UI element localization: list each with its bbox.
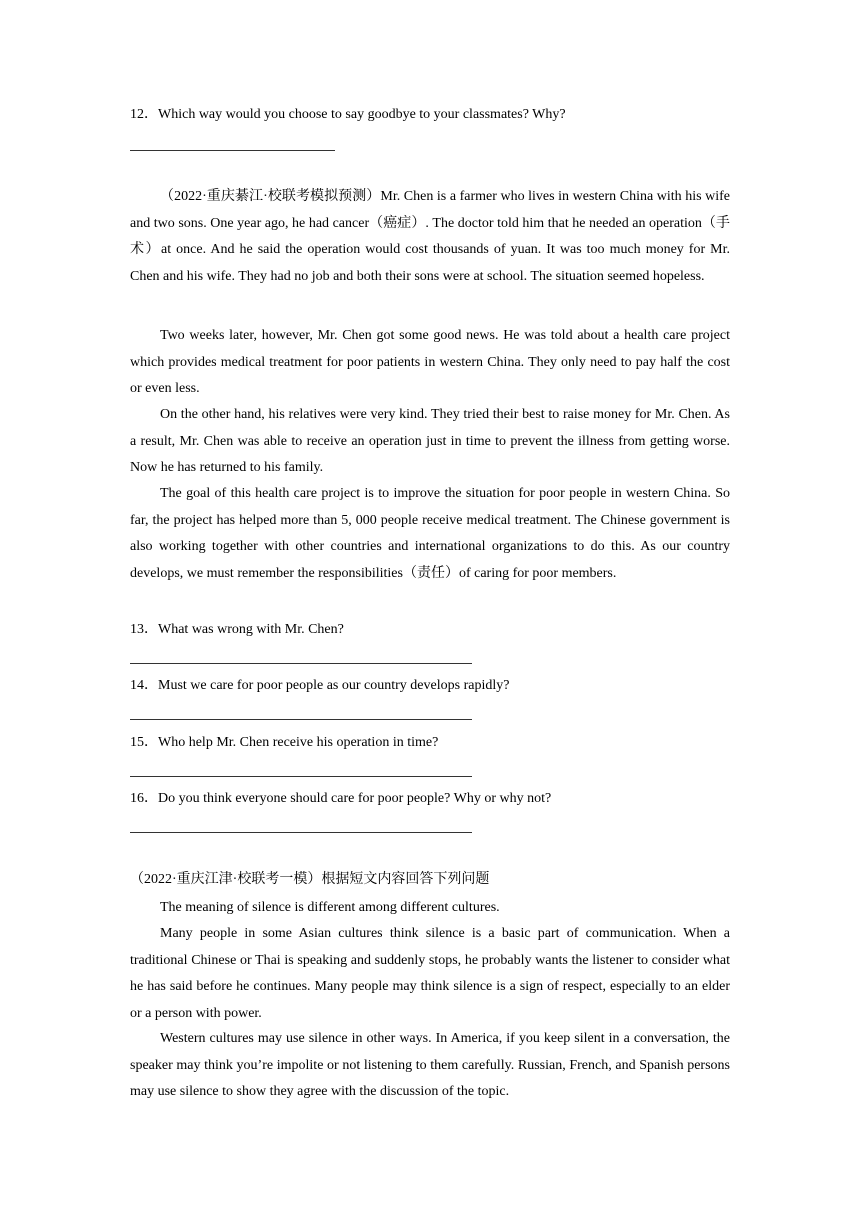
question-16 [130, 789, 551, 809]
question-number: 14． [130, 678, 158, 693]
answer-line-15[interactable] [130, 776, 472, 777]
question-number: 13． [130, 622, 158, 637]
answer-line-16[interactable] [130, 832, 472, 833]
passage1-paragraph-2: Two weeks later, however, Mr. Chen got some good news. He was told about a health care project which provides medical treatment for poor patients in western China. They only need to pay half the cost or even less. [130, 328, 730, 396]
passage1-paragraph-4: The goal of this health care project is to improve the situation for poor people in western China. So far, the project has helped more than 5, 000 people receive medical treatment. The Chinese government is also working together with other countries and international organizations to do this. As our country develops, we must remember the responsibilities（责任）of caring for poor members. [130, 486, 730, 581]
question-text: What was wrong with Mr. Chen? [158, 622, 344, 637]
passage2-paragraph-2: Many people in some Asian cultures think silence is a basic part of communication. When a traditional Chinese or Thai is speaking and suddenly stops, he probably wants the listener to consider what he has said before he continues. Many people may think silence is a sign of respect, especially to an elder or a person with power. [130, 926, 730, 1021]
question-text: Who help Mr. Chen receive his operation in time? [158, 735, 439, 750]
passage2-source: （2022·重庆江津·校联考一模）根据短文内容回答下列问题 [130, 872, 490, 887]
question-number: 15． [130, 735, 158, 750]
passage1-paragraph-3: On the other hand, his relatives were very kind. They tried their best to raise money for Mr. Chen. As a result, Mr. Chen was able to receive an operation just in time to prevent the illness from getting worse. Now he has returned to his family. [130, 407, 730, 475]
question-13 [130, 620, 344, 640]
passage2-paragraph-3: Western cultures may use silence in other ways. In America, if you keep silent in a conversation, the speaker may think you’re impolite or not listening to them carefully. Russian, French, and Spanish persons may use silence to show they agree with the discussion of the topic. [130, 1031, 730, 1099]
passage1-paragraph-1 [130, 184, 730, 290]
passage2-paragraph-1: The meaning of silence is different among different cultures. [160, 900, 500, 915]
question-12 [130, 105, 566, 125]
question-15 [130, 733, 438, 753]
question-text: Must we care for poor people as our country develops rapidly? [158, 678, 510, 693]
question-text: Do you think everyone should care for poor people? Why or why not? [158, 791, 552, 806]
question-number: 12． [130, 107, 158, 122]
answer-line-12[interactable] [130, 150, 335, 151]
passage1-source: （2022·重庆綦江·校联考模拟预测） [160, 189, 381, 204]
passage1-text-1: Mr. Chen is a farmer who lives in western China with his wife and two sons. One year ago, he had cancer（癌症）. The doctor told him that he needed an operation（手术）at once. And he said the operation would cost thousands of yuan. It was too much money for Mr. Chen and his wife. They had no job and both their sons were at school. The situation seemed hopeless. [130, 189, 730, 284]
question-text: Which way would you choose to say goodbye to your classmates? Why? [158, 107, 566, 122]
answer-line-14[interactable] [130, 719, 472, 720]
question-14 [130, 676, 509, 696]
question-number: 16． [130, 791, 158, 806]
answer-line-13[interactable] [130, 663, 472, 664]
